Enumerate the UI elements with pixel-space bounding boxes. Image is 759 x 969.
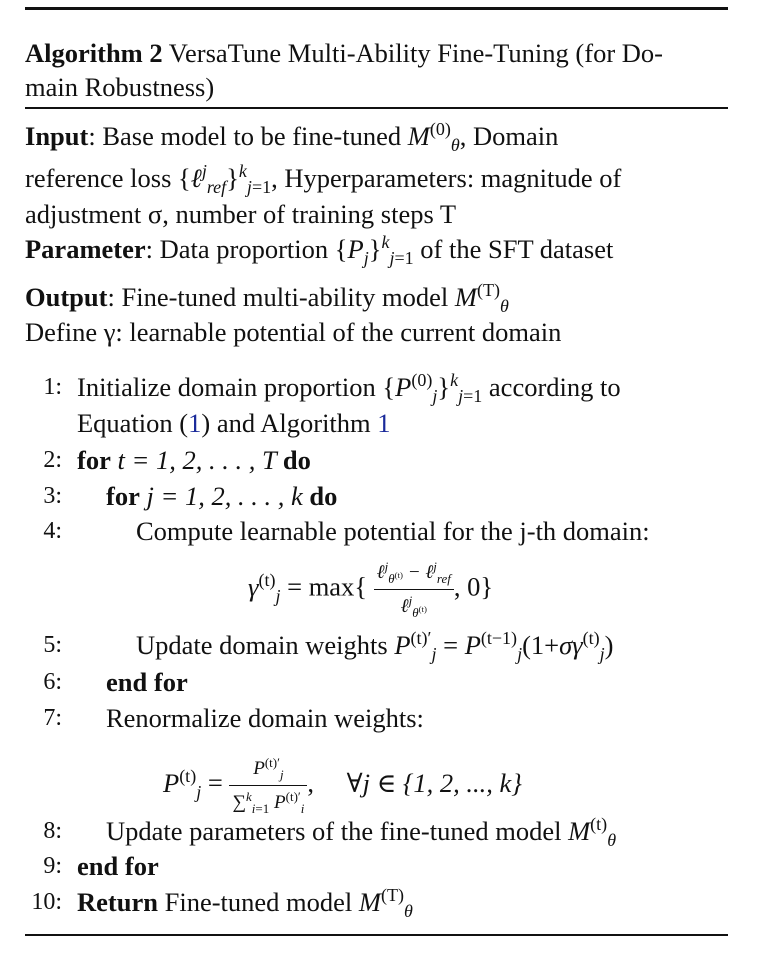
parameter-label: Parameter: [25, 234, 146, 264]
top-rule: [25, 7, 728, 10]
define-line: Define γ: learnable potential of the current domain: [25, 317, 562, 347]
input-line-1: Input: Base model to be fine-tuned $M^{(0)}_\theta$, Domain: [25, 119, 559, 156]
weight-update-formula: $P^{(t)'}_j = P^{(t-1)}_j(1+\sigma\gamma^{(t)}_j)$: [394, 628, 614, 665]
reference-loss-symbol: {ℓ$^j_{ref}$}$^k_{j=1}$: [178, 161, 272, 198]
parameter-line: Parameter: Data proportion $\{P_j\}^k_{j=1}$ of the SFT dataset: [25, 232, 614, 269]
algorithm-ref-link[interactable]: 1: [377, 408, 391, 438]
renormalize-equation: $P^{(t)}_j$ = $\frac{P^{(t)'}_j}{\sum^k_{i=1} P^{(t)'}_i}$ , ∀j ∈ {1, 2, ..., k}: [163, 752, 522, 819]
base-model-symbol: $M^{(0)}_\theta$: [407, 119, 460, 156]
algorithm-caption-line1: [25, 37, 663, 70]
algorithm-label: Algorithm 2: [25, 38, 163, 68]
output-label: Output: [25, 282, 108, 312]
data-proportion-symbol: $\{P_j\}^k_{j=1}$: [334, 232, 414, 269]
output-model-symbol: $M^{(T)}_\theta$: [454, 280, 509, 317]
renormalize-fraction: $\frac{P^{(t)'}_j}{\sum^k_{i=1} P^{(t)'}_i}$: [229, 752, 307, 819]
initial-proportion-symbol: $\{P^{(0)}_j\}^k_{j=1}$: [382, 370, 483, 407]
return-model-symbol: $M^{(T)}_\theta$: [358, 885, 413, 922]
caption-rule: [25, 107, 728, 109]
algorithm-title: VersaTune Multi-Ability Fine-Tuning (for Do-: [168, 38, 663, 68]
step-1-continued: Equation (1) and Algorithm 1: [77, 408, 391, 438]
bottom-rule: [25, 934, 728, 936]
gamma-fraction: $\frac{\ell^j_{\theta^{(t)}} - \ell^j_{ref}}{\ell^j_{\theta^{(t)}}}$: [374, 556, 454, 623]
input-line-2: reference loss {ℓ$^j_{ref}$}$^k_{j=1}$, Hyperparameters: magnitude of: [25, 161, 622, 198]
finetuned-model-symbol: $M^{(t)}_\theta$: [568, 814, 617, 851]
input-line-3: adjustment σ, number of training steps T: [25, 199, 457, 229]
gamma-equation: $\gamma^{(t)}_j = \max${ $\frac{\ell^j_{\theta^{(t)}} - \ell^j_{ref}}{\ell^j_{\theta^{(t)}}}$ , 0}: [248, 556, 493, 623]
input-label: Input: [25, 121, 89, 151]
output-line: Output: Fine-tuned multi-ability model $M^{(T)}_\theta$: [25, 280, 509, 317]
algorithm-caption-line2: main Robustness): [25, 72, 215, 102]
equation-ref-link[interactable]: 1: [188, 408, 202, 438]
